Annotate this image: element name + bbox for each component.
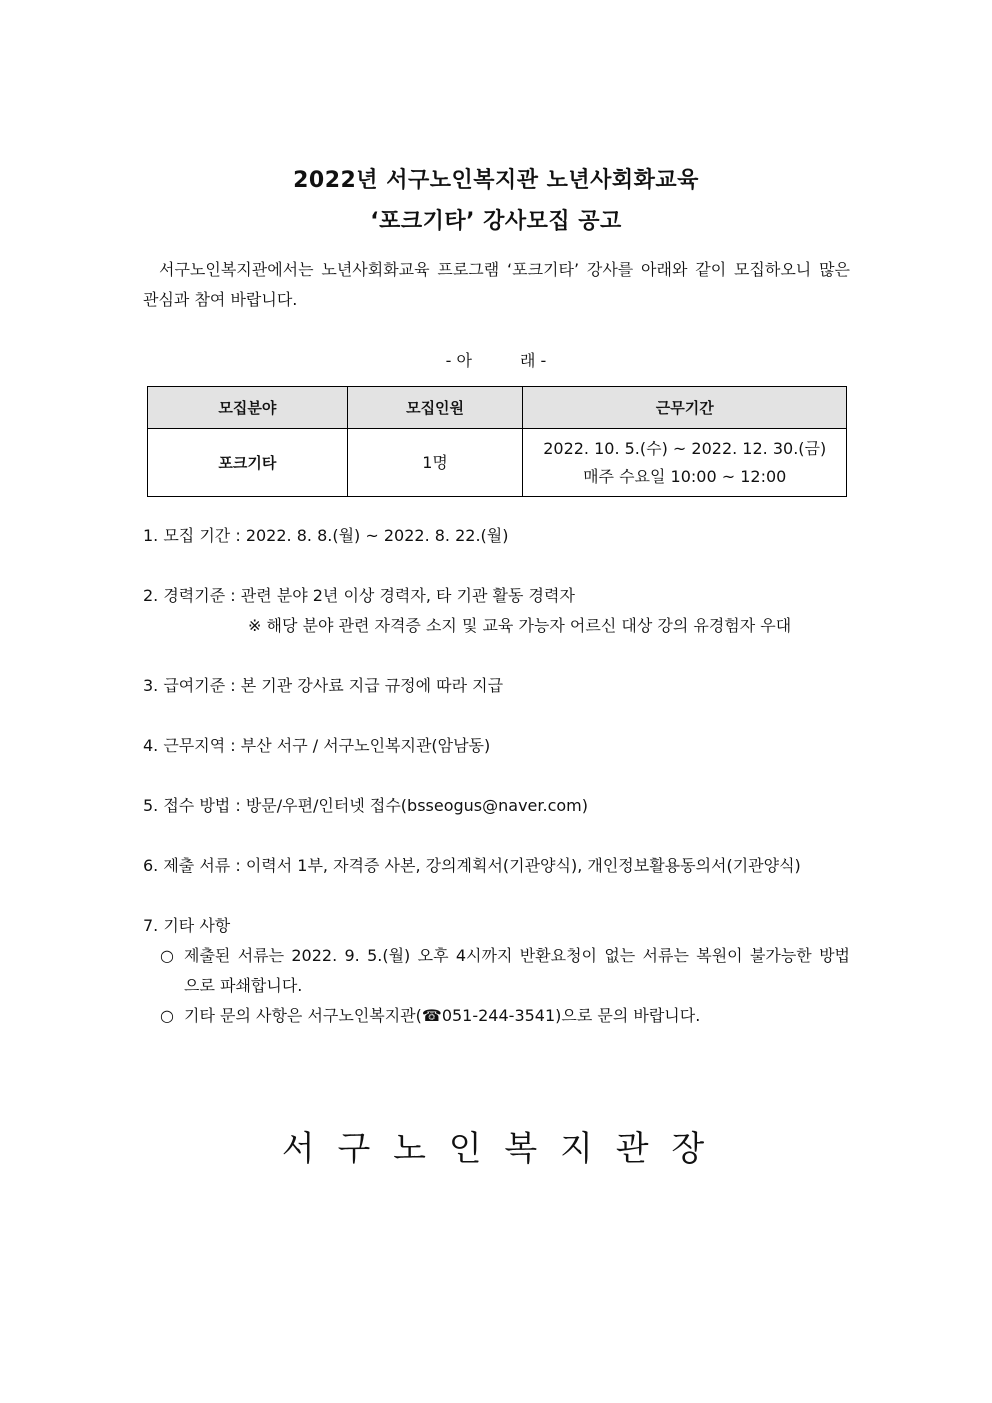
- signature: 서 구 노 인 복 지 관 장: [281, 1129, 711, 1169]
- intro-line2: 관심과 참여 바랍니다.: [143, 290, 298, 309]
- item-salary: 3. 급여기준 : 본 기관 강사료 지급 규정에 따라 지급: [143, 676, 504, 695]
- section-label: - 아 래 -: [445, 351, 547, 370]
- period-schedule: 매주 수요일 10:00 ~ 12:00: [583, 466, 787, 486]
- bullet-line-cont: 으로 파쇄합니다.: [184, 976, 303, 995]
- bullet-line: 기타 문의 사항은 서구노인복지관(☎051-244-3541)으로 문의 바랍니다.: [184, 1006, 701, 1025]
- period-dates: 2022. 10. 5.(수) ~ 2022. 12. 30.(금): [543, 438, 827, 458]
- item-recruit-period: 1. 모집 기간 : 2022. 8. 8.(월) ~ 2022. 8. 22.(월): [143, 526, 509, 545]
- cell-count: 1명: [347, 429, 523, 497]
- item-documents: 6. 제출 서류 : 이력서 1부, 자격증 사본, 강의계획서(기관양식), 개인정보활용동의서(기관양식): [143, 856, 801, 875]
- bullet-inquiry: [160, 1001, 850, 1031]
- header-period: 근무기간: [523, 387, 847, 429]
- bullet-document-disposal: [160, 941, 850, 1001]
- header-field: 모집분야: [148, 387, 348, 429]
- notice-title-line2: ‘포크기타’ 강사모집 공고: [370, 209, 622, 234]
- circle-bullet-icon: ○: [160, 946, 174, 965]
- cell-period: [523, 429, 847, 497]
- item-application: 5. 접수 방법 : 방문/우편/인터넷 접수(bsseogus@naver.com): [143, 796, 588, 815]
- header-count: 모집인원: [347, 387, 523, 429]
- item-experience: 2. 경력기준 : 관련 분야 2년 이상 경력자, 타 기관 활동 경력자: [143, 586, 575, 605]
- notice-title-line1: 2022년 서구노인복지관 노년사회화교육: [293, 168, 699, 193]
- item-location: 4. 근무지역 : 부산 서구 / 서구노인복지관(암남동): [143, 736, 491, 755]
- recruitment-table: [147, 386, 847, 497]
- intro-paragraph: [143, 255, 850, 315]
- item-experience-note: ※ 해당 분야 관련 자격증 소지 및 교육 가능자 어르신 대상 강의 유경험자 우대: [248, 616, 792, 635]
- intro-line1: 서구노인복지관에서는 노년사회화교육 프로그램 ‘포크기타’ 강사를 아래와 같이 모집하오니 많은: [159, 260, 850, 279]
- circle-bullet-icon: ○: [160, 1006, 174, 1025]
- table-row: [148, 429, 847, 497]
- bullet-line: 제출된 서류는 2022. 9. 5.(월) 오후 4시까지 반환요청이 없는 서류는 복원이 불가능한 방법: [184, 946, 850, 965]
- item-other: 7. 기타 사항: [143, 916, 231, 935]
- table-header-row: [148, 387, 847, 429]
- cell-field: 포크기타: [148, 429, 348, 497]
